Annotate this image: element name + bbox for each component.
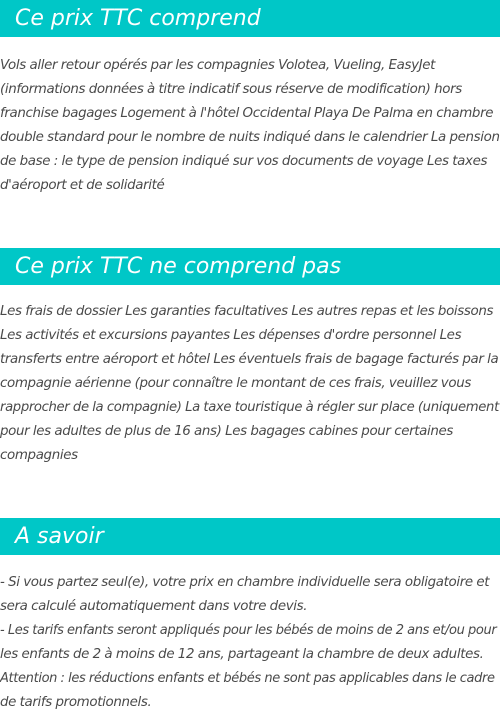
text-line: compagnie aérienne (pour connaître le montant de ces frais, veuillez vous [0,376,471,391]
section-title-not-included: Ce prix TTC ne comprend pas [0,248,500,285]
section-text-not-included [0,300,500,468]
text-line: Les frais de dossier Les garanties facultatives Les autres repas et les boissons [0,304,494,319]
text-line: Vols aller retour opérés par les compagnies Volotea, Vueling, EasyJet [0,58,436,73]
text-line: transferts entre aéroport et hôtel Les éventuels frais de bagage facturés par la [0,352,499,367]
text-line: d'aéroport et de solidarité [0,178,165,193]
text-line: rapprocher de la compagnie) La taxe touristique à régler sur place (uniquement [0,400,499,415]
text-line: (informations données à titre indicatif sous réserve de modification) hors [0,82,462,97]
text-line: - Les tarifs enfants seront appliqués pour les bébés de moins de 2 ans et/ou pour [0,623,497,638]
text-line: compagnies [0,448,78,463]
text-line: sera calculé automatiquement dans votre devis. [0,599,308,614]
text-line: les enfants de 2 à moins de 12 ans, partageant la chambre de deux adultes. [0,647,484,662]
section-text-included [0,54,500,198]
text-line: Les activités et excursions payantes Les dépenses d'ordre personnel Les [0,328,462,343]
text-line: franchise bagages Logement à l'hôtel Occidental Playa De Palma en chambre [0,106,494,121]
section-title-included: Ce prix TTC comprend [0,0,500,37]
text-line: - Si vous partez seul(e), votre prix en chambre individuelle sera obligatoire et [0,575,490,590]
text-line: de tarifs promotionnels. [0,695,152,710]
section-text-good-to-know [0,571,500,715]
section-title-good-to-know: A savoir [0,518,500,555]
text-line: double standard pour le nombre de nuits indiqué dans le calendrier La pension [0,130,500,145]
text-line: Attention : les réductions enfants et bébés ne sont pas applicables dans le cadre [0,671,495,686]
text-line: pour les adultes de plus de 16 ans) Les bagages cabines pour certaines [0,424,454,439]
text-line: de base : le type de pension indiqué sur vos documents de voyage Les taxes [0,154,488,169]
